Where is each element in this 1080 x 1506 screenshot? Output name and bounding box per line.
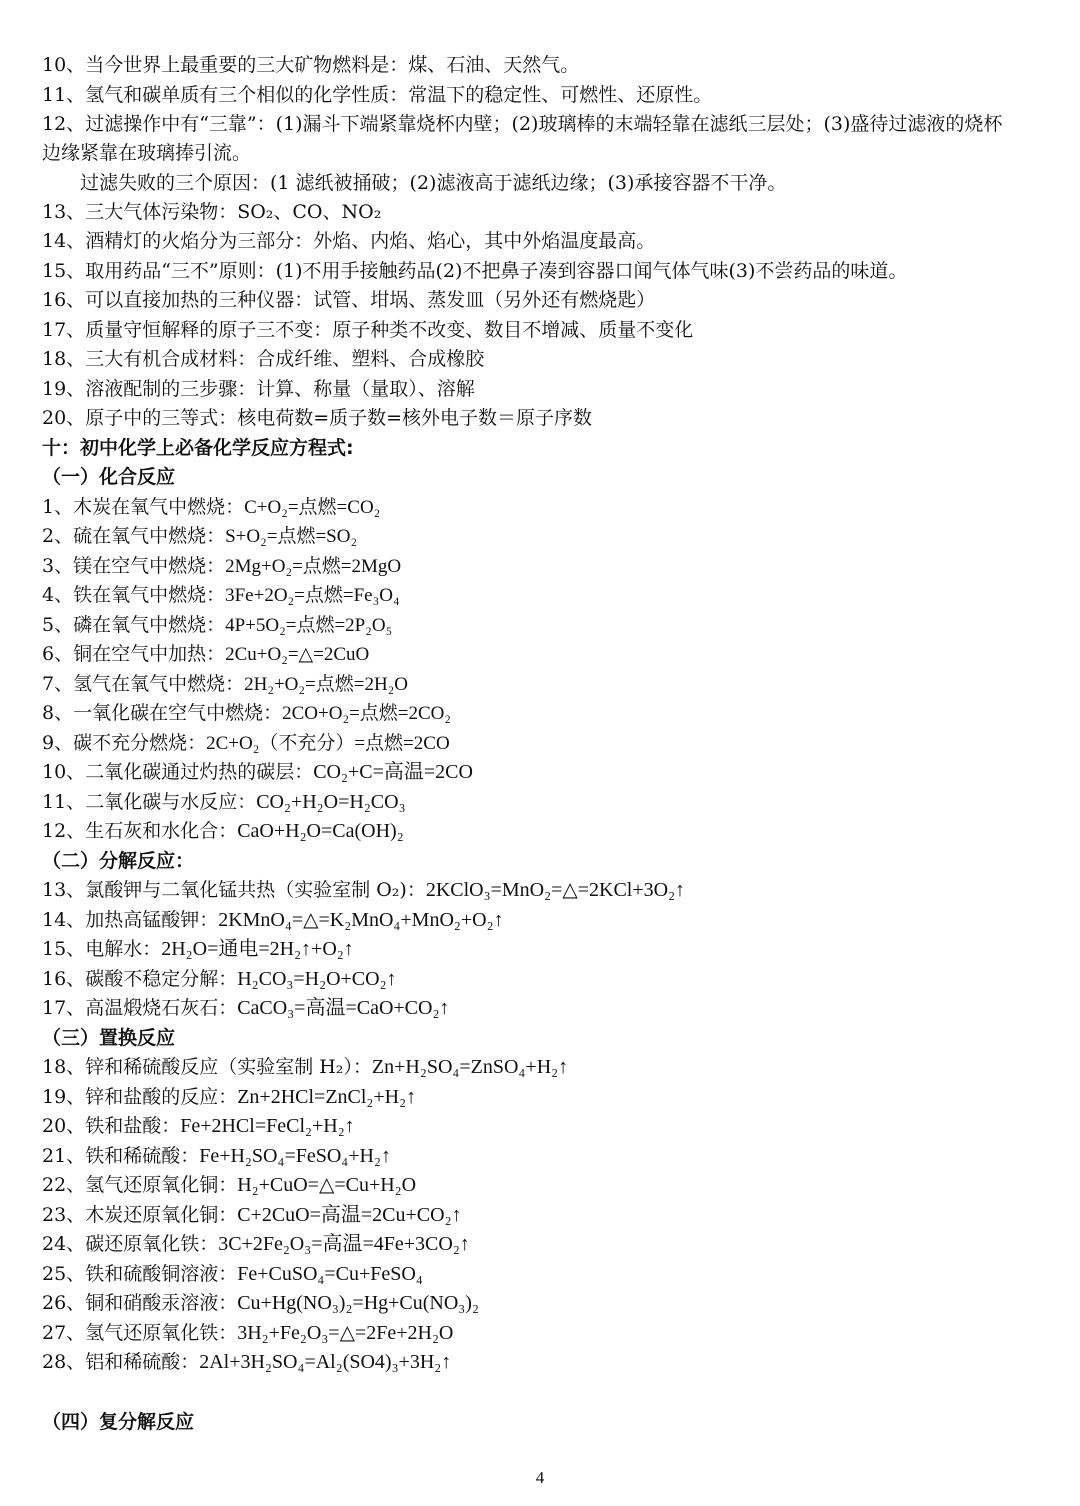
equation: Fe+2HCl=FeCl₂+H₂↑: [180, 1115, 355, 1137]
equation: C+2CuO=高温=2Cu+CO₂↑: [237, 1204, 462, 1226]
equation-line: 6、铜在空气中加热：2Cu+O₂=△=2CuO: [42, 643, 370, 665]
equation-line: 5、磷在氧气中燃烧：4P+5O₂=点燃=2P₂O₅: [42, 614, 393, 636]
equation: CaO+H₂O=Ca(OH)₂: [237, 820, 404, 842]
equation: Fe+CuSO₄=Cu+FeSO₄: [237, 1263, 423, 1285]
fact-line: 11、氢气和碳单质有三个相似的化学性质：常温下的稳定性、可燃性、还原性。: [42, 84, 713, 106]
fact-line: 17、质量守恒解释的原子三不变：原子种类不改变、数目不增减、质量不变化: [42, 319, 694, 341]
equation-line: 1、木炭在氧气中燃烧：C+O₂=点燃=CO₂: [42, 496, 381, 518]
equation-line: 9、碳不充分燃烧：2C+O₂（不充分）=点燃=2CO: [42, 732, 450, 754]
subsection-title: （二）分解反应：: [42, 850, 195, 872]
subsection-title: （一）化合反应: [42, 466, 176, 488]
fact-line: 20、原子中的三等式：核电荷数=质子数=核外电子数＝原子序数: [42, 407, 593, 429]
fact-line-continued: 边缘紧靠在玻璃捧引流。: [42, 142, 252, 164]
equation-line: 24、碳还原氧化铁：3C+2Fe₂O₃=高温=4Fe+3CO₂↑: [42, 1233, 470, 1255]
equation: 2KMnO₄=△=K₂MnO₄+MnO₂+O₂↑: [218, 909, 504, 931]
equation-line: 14、加热高锰酸钾：2KMnO₄=△=K₂MnO₄+MnO₂+O₂↑: [42, 909, 504, 931]
equation-line: 15、电解水：2H₂O=通电=2H₂↑+O₂↑: [42, 938, 354, 960]
equation: 4P+5O₂=点燃=2P₂O₅: [225, 615, 393, 636]
equation-line: 3、镁在空气中燃烧：2Mg+O₂=点燃=2MgO: [42, 555, 402, 577]
equation: 2H₂+O₂=点燃=2H₂O: [244, 674, 409, 695]
fact-line: 18、三大有机合成材料：合成纤维、塑料、合成橡胶: [42, 348, 485, 370]
fact-line-indented: 过滤失败的三个原因：(1 滤纸被捅破；(2)滤液高于滤纸边缘；(3)承接容器不干净。: [80, 172, 787, 194]
equation: Zn+2HCl=ZnCl₂+H₂↑: [237, 1086, 417, 1108]
fact-line: 12、过滤操作中有“三靠”：(1)漏斗下端紧靠烧杯内壁；(2)玻璃棒的末端轻靠在滤纸三层处；(3)盛待过滤液的烧杯: [42, 113, 1003, 135]
equation-line: 16、碳酸不稳定分解：H₂CO₃=H₂O+CO₂↑: [42, 968, 397, 990]
equation: 2H₂O=通电=2H₂↑+O₂↑: [161, 938, 354, 960]
equation: 2CO+O₂=点燃=2CO₂: [282, 703, 452, 724]
equation: Cu+Hg(NO₃)₂=Hg+Cu(NO₃)₂: [237, 1292, 479, 1314]
fact-line: 13、三大气体污染物：SO₂、CO、NO₂: [42, 201, 382, 223]
equation-line: 2、硫在氧气中燃烧：S+O₂=点燃=SO₂: [42, 525, 358, 547]
equation-line: 20、铁和盐酸：Fe+2HCl=FeCl₂+H₂↑: [42, 1115, 355, 1137]
equation: 2Al+3H₂SO₄=Al₂(SO4)₃+3H₂↑: [199, 1351, 452, 1373]
fact-line: 15、取用药品“三不”原则：(1)不用手接触药品(2)不把鼻子凑到容器口闻气体气味(3)不尝药品的味道。: [42, 260, 908, 282]
equation: CO₂+C=高温=2CO: [313, 761, 473, 783]
fact-line: 16、可以直接加热的三种仪器：试管、坩埚、蒸发皿（另外还有燃烧匙）: [42, 289, 656, 311]
equation: 2Mg+O₂=点燃=2MgO: [225, 556, 402, 577]
equation-line: 11、二氧化碳与水反应：CO₂+H₂O=H₂CO₃: [42, 791, 406, 813]
equation: S+O₂=点燃=SO₂: [225, 526, 358, 547]
fact-line: 10、当今世界上最重要的三大矿物燃料是：煤、石油、天然气。: [42, 54, 580, 76]
equation: CaCO₃=高温=CaO+CO₂↑: [237, 997, 450, 1019]
equation: C+O₂=点燃=CO₂: [244, 497, 381, 518]
equation-line: 8、一氧化碳在空气中燃烧：2CO+O₂=点燃=2CO₂: [42, 702, 452, 724]
equation-line: 27、氢气还原氧化铁：3H₂+Fe₂O₃=△=2Fe+2H₂O: [42, 1322, 454, 1344]
equation: 2Cu+O₂=△=2CuO: [225, 644, 370, 665]
equation-line: 28、铝和稀硫酸：2Al+3H₂SO₄=Al₂(SO4)₃+3H₂↑: [42, 1351, 452, 1373]
equation-line: 22、氢气还原氧化铜：H₂+CuO=△=Cu+H₂O: [42, 1174, 417, 1196]
equation-line: 26、铜和硝酸汞溶液：Cu+Hg(NO₃)₂=Hg+Cu(NO₃)₂: [42, 1292, 479, 1314]
equation-line: 25、铁和硫酸铜溶液：Fe+CuSO₄=Cu+FeSO₄: [42, 1263, 423, 1285]
equation-line: 12、生石灰和水化合：CaO+H₂O=Ca(OH)₂: [42, 820, 404, 842]
equation: H₂+CuO=△=Cu+H₂O: [237, 1174, 417, 1196]
equation: 3Fe+2O₂=点燃=Fe₃O₄: [225, 585, 400, 606]
equation: 3C+2Fe₂O₃=高温=4Fe+3CO₂↑: [218, 1233, 470, 1255]
equation-line: 7、氢气在氧气中燃烧：2H₂+O₂=点燃=2H₂O: [42, 673, 409, 695]
equation-line: 17、高温煅烧石灰石：CaCO₃=高温=CaO+CO₂↑: [42, 997, 450, 1019]
equation: Fe+H₂SO₄=FeSO₄+H₂↑: [199, 1145, 391, 1167]
subsection-title: （四）复分解反应: [42, 1411, 195, 1433]
fact-line: 19、溶液配制的三步骤：计算、称量（量取）、溶解: [42, 378, 475, 400]
equation: 2KClO₃=MnO₂=△=2KCl+3O₂↑: [425, 879, 686, 901]
equation-line: 18、锌和稀硫酸反应（实验室制 H₂）：Zn+H₂SO₄=ZnSO₄+H₂↑: [42, 1056, 569, 1078]
equation: 3H₂+Fe₂O₃=△=2Fe+2H₂O: [237, 1322, 454, 1344]
equation: 2C+O₂（不充分）=点燃=2CO: [206, 733, 450, 754]
equation: Zn+H₂SO₄=ZnSO₄+H₂↑: [371, 1056, 569, 1078]
equation: H₂CO₃=H₂O+CO₂↑: [237, 968, 397, 990]
page-number: 4: [535, 1468, 545, 1487]
equation-line: 23、木炭还原氧化铜：C+2CuO=高温=2Cu+CO₂↑: [42, 1204, 462, 1226]
equation-line: 10、二氧化碳通过灼热的碳层：CO₂+C=高温=2CO: [42, 761, 473, 783]
section-title: 十：初中化学上必备化学反应方程式:: [42, 437, 354, 459]
subsection-title: （三）置换反应: [42, 1027, 176, 1049]
equation-line: 13、氯酸钾与二氧化锰共热（实验室制 O₂)：2KClO₃=MnO₂=△=2KCl+3O₂↑: [42, 879, 686, 901]
equation-line: 4、铁在氧气中燃烧：3Fe+2O₂=点燃=Fe₃O₄: [42, 584, 400, 606]
fact-line: 14、酒精灯的火焰分为三部分：外焰、内焰、焰心，其中外焰温度最高。: [42, 230, 656, 252]
equation: CO₂+H₂O=H₂CO₃: [256, 791, 406, 813]
equation-line: 19、锌和盐酸的反应：Zn+2HCl=ZnCl₂+H₂↑: [42, 1086, 417, 1108]
equation-line: 21、铁和稀硫酸：Fe+H₂SO₄=FeSO₄+H₂↑: [42, 1145, 391, 1167]
